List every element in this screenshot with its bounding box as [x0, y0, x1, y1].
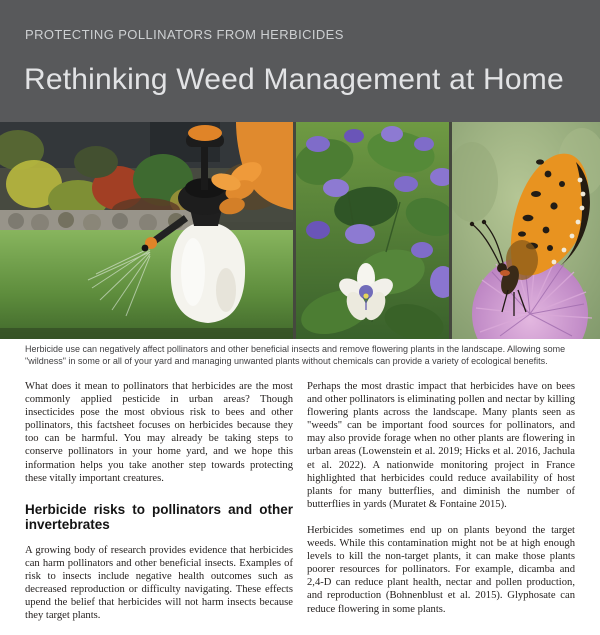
- header-banner: [0, 0, 600, 122]
- article-body: [25, 380, 575, 635]
- photo-strip: [0, 122, 600, 339]
- eyebrow-text: PROTECTING POLLINATORS FROM HERBICIDES: [25, 27, 344, 42]
- right-column: [307, 380, 575, 635]
- violets-photo-illustration: [296, 122, 449, 339]
- photo-caption: Herbicide use can negatively affect pollinators and other beneficial insects and remove flowering plants in the landscape. Allowing some "wildness" in some or all of your yard and managing unwanted plants without chemicals can provide a variety of ecological benefits.: [25, 344, 566, 366]
- contamination-paragraph: Herbicides sometimes end up on plants beyond the target weeds. While this contamination might not be at high enough levels to kill the non-target plants, it can make those plants poorer resources for pollinators. For example, dicamba and 2,4-D can reduce plant health, nectar and pollen production, and reproduction (Bohnenblust et al. 2015). Glyphosate can reduce flowering in some plants.: [307, 524, 575, 615]
- butterfly-photo-illustration: [452, 122, 600, 339]
- risks-paragraph: A growing body of research provides evidence that herbicides can harm pollinators and other beneficial insects. Examples of risk to insects include negative health outcomes such as decreased reproduction or difficulty navigating. These effects upend the belief that herbicides will not harm insects because they target plants.: [25, 544, 293, 622]
- butterfly-on-thistle-photo: [452, 122, 600, 339]
- sprayer-photo-illustration: [0, 122, 293, 339]
- intro-paragraph: What does it mean to pollinators that herbicides are the most commonly applied pesticide in urban areas? Though insecticides pose the most obvious risk to bees and other pollinators, this factsheet focuses on herbicides because they too can be harmful. You may already be taking steps to conserve pollinators in your home yard, and we hope this information helps you take another step towards protecting these vitally important creatures.: [25, 381, 293, 484]
- wild-violets-photo: [296, 122, 449, 339]
- section-heading: Herbicide risks to pollinators and other invertebrates: [25, 501, 293, 533]
- left-column: [25, 380, 293, 635]
- herbicide-sprayer-photo: [0, 122, 293, 339]
- page-title: Rethinking Weed Management at Home: [24, 63, 564, 96]
- impact-paragraph: Perhaps the most drastic impact that herbicides have on bees and other pollinators is eliminating pollen and nectar by killing flowering plants across the landscape. Many plants seen as "weeds" can be important food sources for pollinators, and may also provide forage when no other plants are flowering in urban areas (Lowenstein et al. 2019; Hicks et al. 2016, Jachula et al. 2022). A nationwide monitoring project in France highlighted that herbicides could reduce availability of host plants for many butterflies, and diminish the number of butterflies in yards (Muratet & Fontaine 2015).: [307, 381, 575, 510]
